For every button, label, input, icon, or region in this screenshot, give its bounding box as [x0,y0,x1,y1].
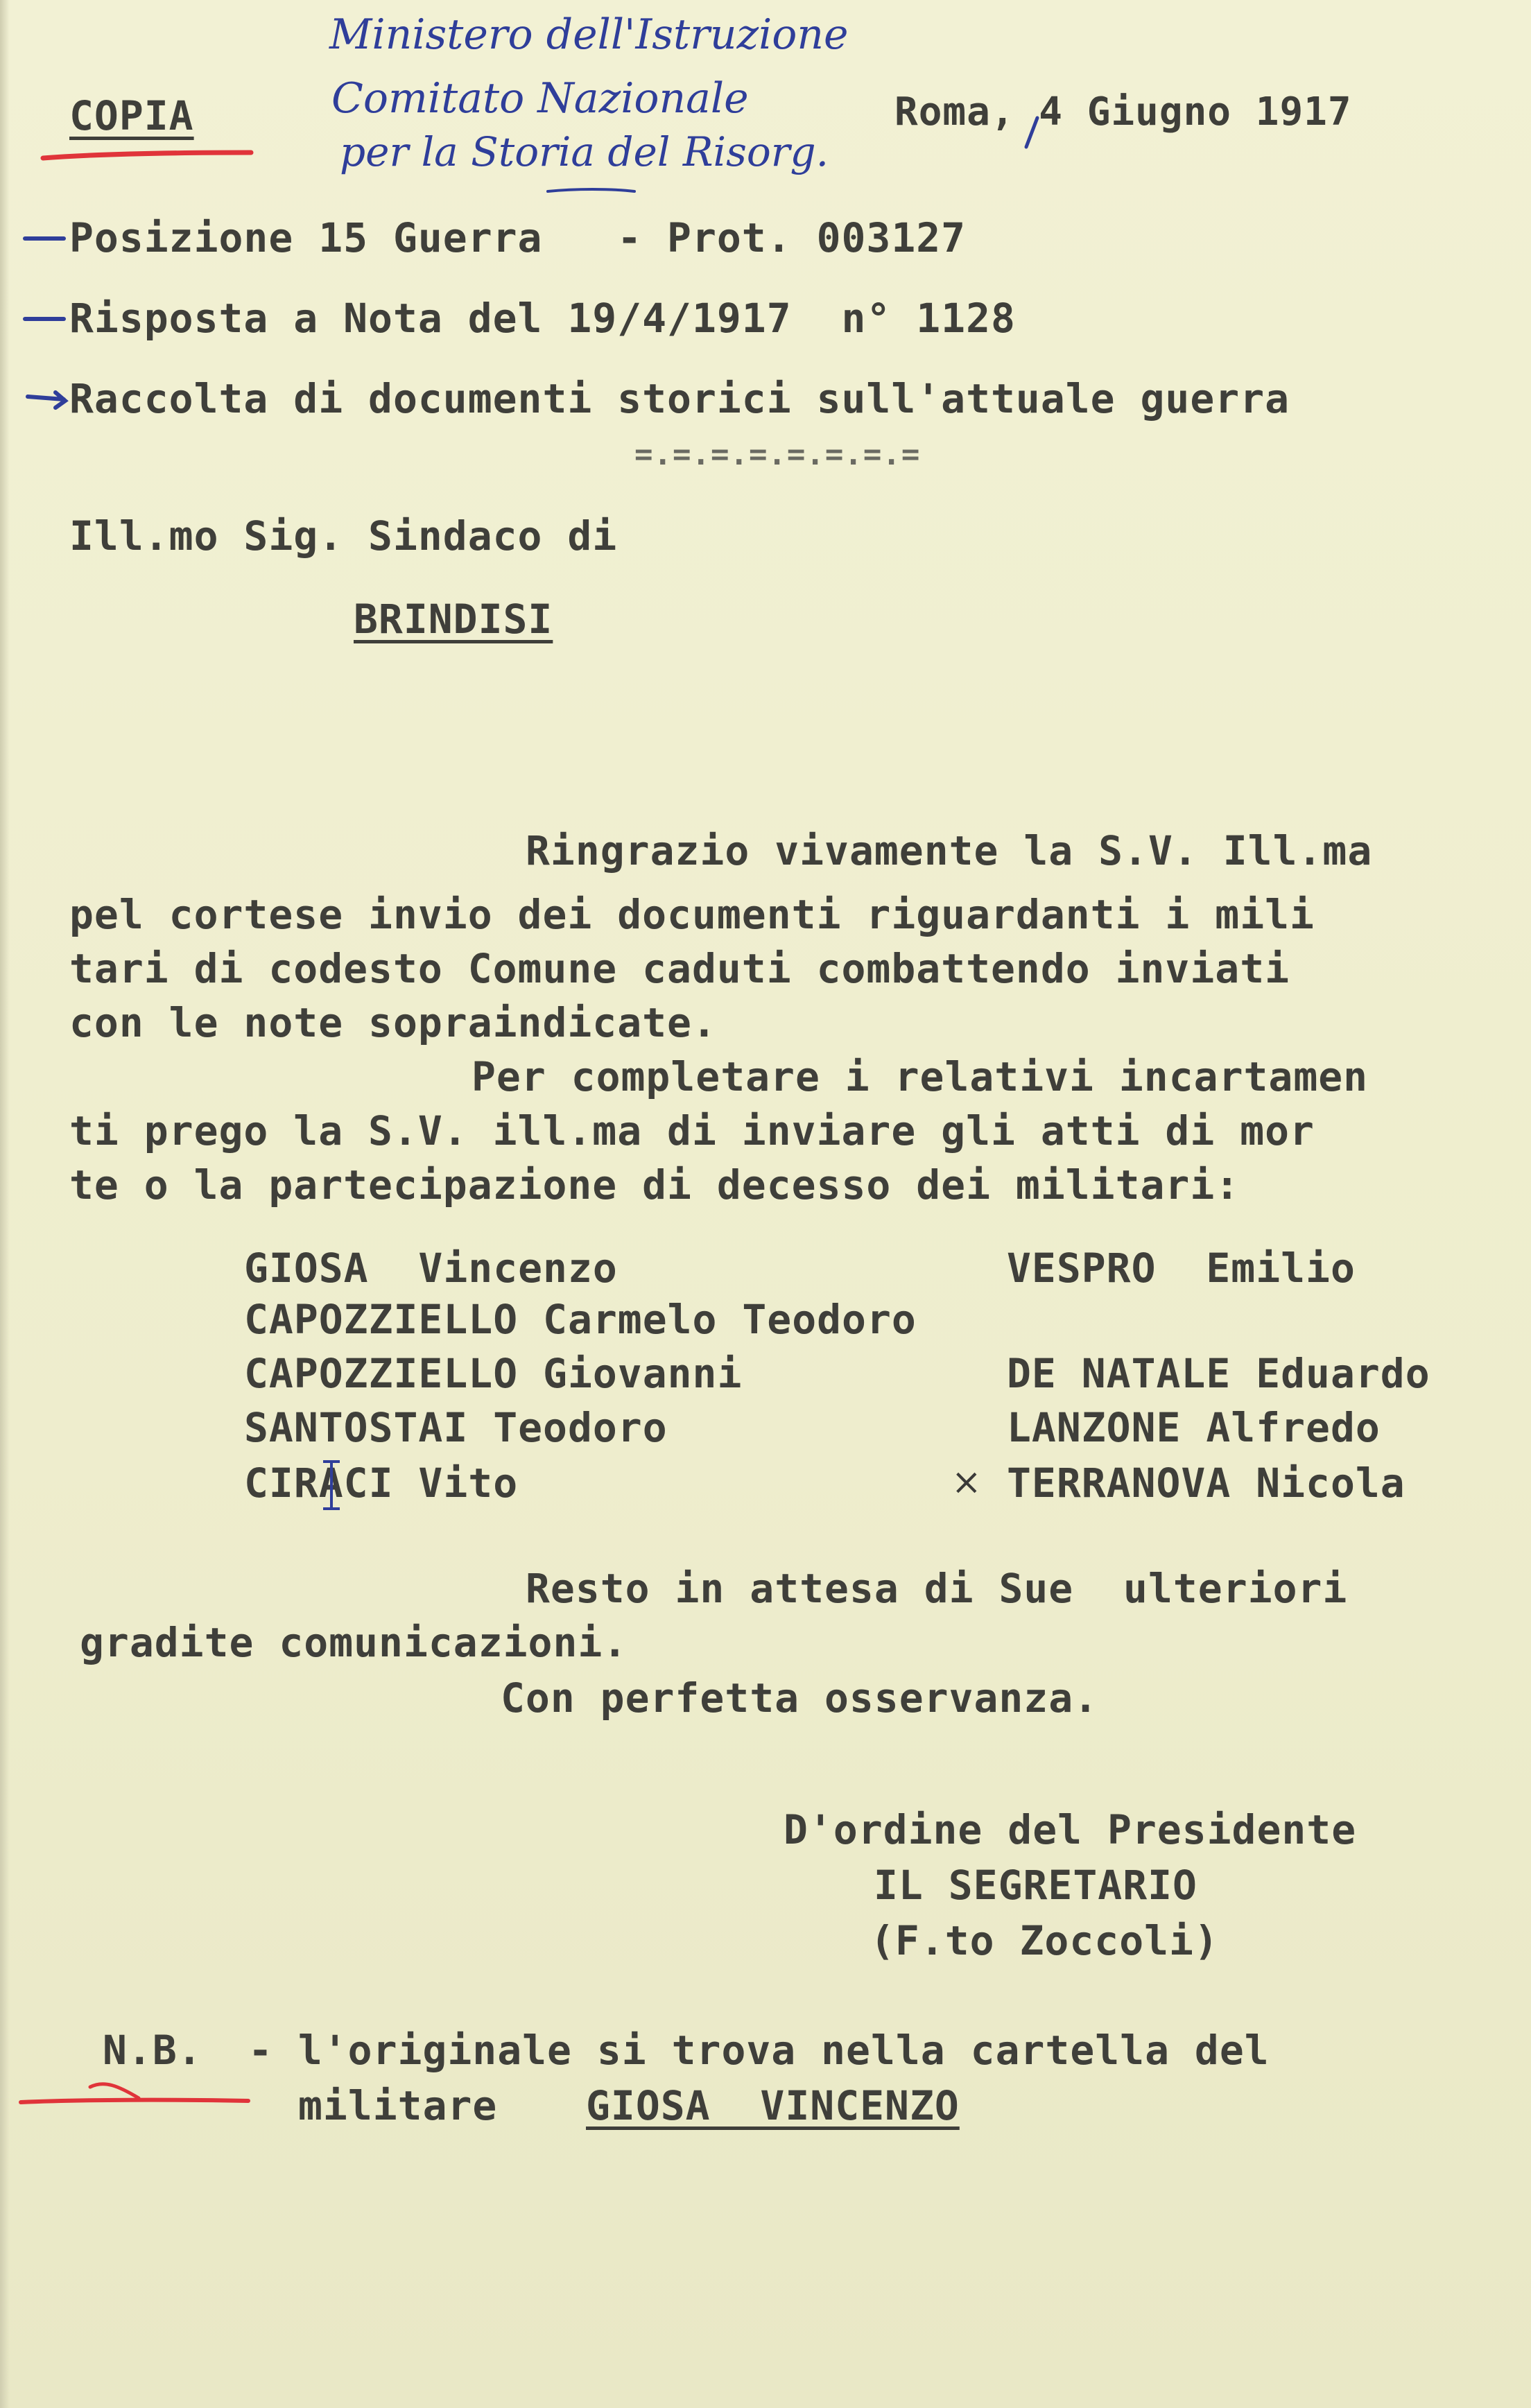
blue-arrow-ref3 [28,392,65,408]
blue-underline-storia [548,189,634,191]
red-underline-copia [43,153,251,158]
signature-line1: D'ordine del Presidente [784,1806,1357,1853]
recipient-title: Ill.mo Sig. Sindaco di [69,512,618,560]
place-date: Roma, 4 Giugno 1917 [894,89,1352,135]
closing-line1: Resto in attesa di Sue ulteriori [526,1565,1348,1612]
body-p1-line4: con le note sopraindicate. [69,999,717,1046]
x-mark: × [951,1462,982,1503]
nb-label: N.B. [103,2027,202,2074]
soldier-name: CAPOZZIELLO Giovanni [244,1350,743,1397]
handwritten-committee: Comitato Nazionale [331,74,749,123]
blue-correction-mark [323,1462,340,1509]
soldier-name: TERRANOVA Nicola [1007,1459,1405,1507]
closing-line3: Con perfetta osservanza. [501,1674,1099,1722]
nb-text-line1: - l'originale si trova nella cartella del [248,2027,1270,2074]
soldier-name: VESPRO Emilio [1007,1245,1356,1292]
red-flourish-nb [90,2084,139,2098]
soldier-name: GIOSA Vincenzo [244,1245,618,1292]
soldier-name: CAPOZZIELLO Carmelo Teodoro [244,1296,917,1343]
soldier-name: CIRACI Vito [244,1459,519,1507]
soldier-name: DE NATALE Eduardo [1007,1350,1430,1397]
soldier-name: SANTOSTAI Teodoro [244,1404,668,1451]
signature-name: (F.to Zoccoli) [870,1917,1219,1964]
copia-label: COPIA [69,92,194,139]
body-p1-line1: Ringrazio vivamente la S.V. Ill.ma [526,827,1373,874]
ref-posizione: Posizione 15 Guerra - Prot. 003127 [69,214,967,261]
recipient-city: BRINDISI [354,596,553,643]
separator: =.=.=.=.=.=.=.= [634,437,921,472]
blue-slash-date [1026,118,1037,147]
ref-raccolta: Raccolta di documenti storici sull'attuale guerra [69,375,1290,422]
body-p2-line2: ti prego la S.V. ill.ma di inviare gli atti di mor [69,1107,1315,1154]
body-p2-line3: te o la partecipazione di decesso dei militari: [69,1161,1240,1209]
red-underline-nb [21,2100,248,2102]
handwritten-ministry: Ministero dell'Istruzione [329,10,849,59]
handwritten-history: per la Storia del Risorg. [340,128,829,175]
nb-soldier-name: GIOSA VINCENZO [586,2082,960,2129]
soldier-name: LANZONE Alfredo [1007,1404,1381,1451]
body-p1-line2: pel cortese invio dei documenti riguardanti i mili [69,891,1315,938]
ref-risposta: Risposta a Nota del 19/4/1917 n° 1128 [69,295,1016,342]
closing-line2: gradite comunicazioni. [80,1619,628,1666]
body-p2-line1: Per completare i relativi incartamen [472,1053,1369,1100]
body-p1-line3: tari di codesto Comune caduti combattendo inviati [69,945,1290,992]
nb-text-line2: militare [298,2082,498,2129]
signature-title: IL SEGRETARIO [874,1862,1197,1909]
